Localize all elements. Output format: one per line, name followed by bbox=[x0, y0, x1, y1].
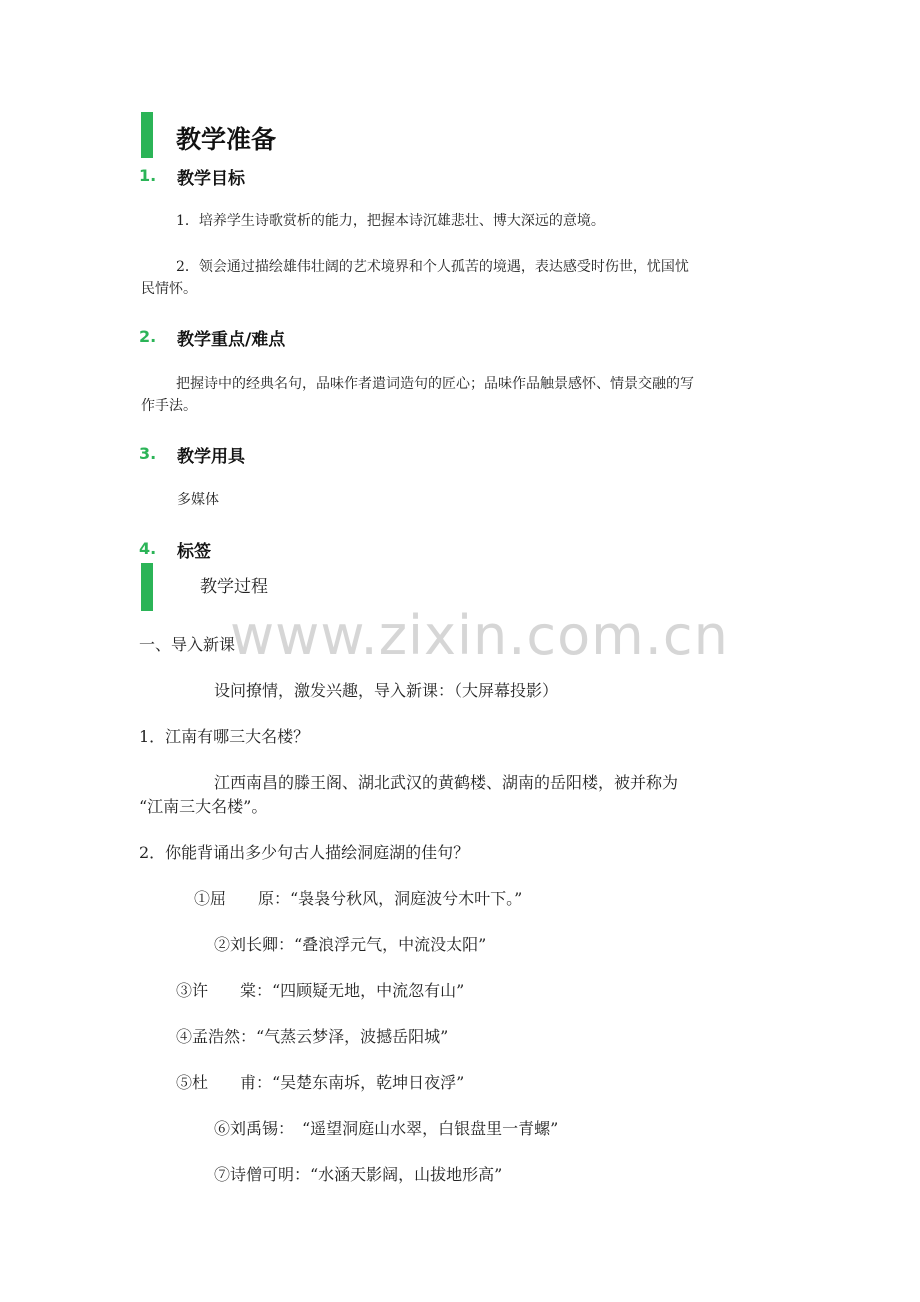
intro-heading: 一、导入新课 bbox=[139, 635, 236, 654]
quote-item: ③许 棠：“四顾疑无地，中流忽有山” bbox=[176, 981, 465, 1000]
section-number-2: 2. bbox=[139, 327, 157, 346]
quote-item: ①屈 原：“袅袅兮秋风，洞庭波兮木叶下。” bbox=[194, 889, 523, 908]
key-points-line2: 作手法。 bbox=[141, 398, 197, 414]
tools-text: 多媒体 bbox=[177, 492, 219, 508]
quote-item: ⑦诗僧可明：“水涵天影阔，山拔地形高” bbox=[214, 1165, 503, 1184]
goal-item-2-line2: 民情怀。 bbox=[141, 281, 197, 297]
section-title-tools: 教学用具 bbox=[177, 447, 245, 467]
question-1: 1．江南有哪三大名楼？ bbox=[139, 727, 310, 746]
answer-1-line2: “江南三大名楼”。 bbox=[139, 797, 268, 816]
process-title: 教学过程 bbox=[200, 577, 268, 597]
key-points-line1: 把握诗中的经典名句，品味作者遣词造句的匠心；品味作品触景感怀、情景交融的写 bbox=[176, 376, 694, 392]
quote-item: ⑤杜 甫：“吴楚东南坼，乾坤日夜浮” bbox=[176, 1073, 465, 1092]
section-title-key-points: 教学重点/难点 bbox=[177, 330, 286, 350]
section-number-4: 4. bbox=[139, 539, 157, 558]
heading-accent-bar bbox=[141, 112, 153, 158]
section-title-goals: 教学目标 bbox=[177, 169, 245, 189]
goal-item-1: 1．培养学生诗歌赏析的能力，把握本诗沉雄悲壮、博大深远的意境。 bbox=[176, 213, 605, 229]
quote-item: ②刘长卿：“叠浪浮元气，中流没太阳” bbox=[214, 935, 487, 954]
answer-1-line1: 江西南昌的滕王阁、湖北武汉的黄鹤楼、湖南的岳阳楼，被并称为 bbox=[214, 773, 679, 792]
goal-item-2-line1: 2．领会通过描绘雄伟壮阔的艺术境界和个人孤苦的境遇，表达感受时伤世，忧国忧 bbox=[176, 259, 689, 275]
section-number-1: 1. bbox=[139, 166, 157, 185]
watermark-text: www.zixin.com.cn bbox=[230, 604, 729, 667]
intro-text: 设问撩情，激发兴趣，导入新课：（大屏幕投影） bbox=[214, 681, 559, 700]
question-2: 2．你能背诵出多少句古人描绘洞庭湖的佳句？ bbox=[139, 843, 470, 862]
quote-item: ④孟浩然：“气蒸云梦泽，波撼岳阳城” bbox=[176, 1027, 449, 1046]
section-number-3: 3. bbox=[139, 444, 157, 463]
process-accent-bar bbox=[141, 563, 153, 611]
page-title: 教学准备 bbox=[176, 125, 277, 154]
section-title-tags: 标签 bbox=[177, 542, 211, 562]
quote-item: ⑥刘禹锡： “遥望洞庭山水翠，白银盘里一青螺” bbox=[214, 1119, 559, 1138]
